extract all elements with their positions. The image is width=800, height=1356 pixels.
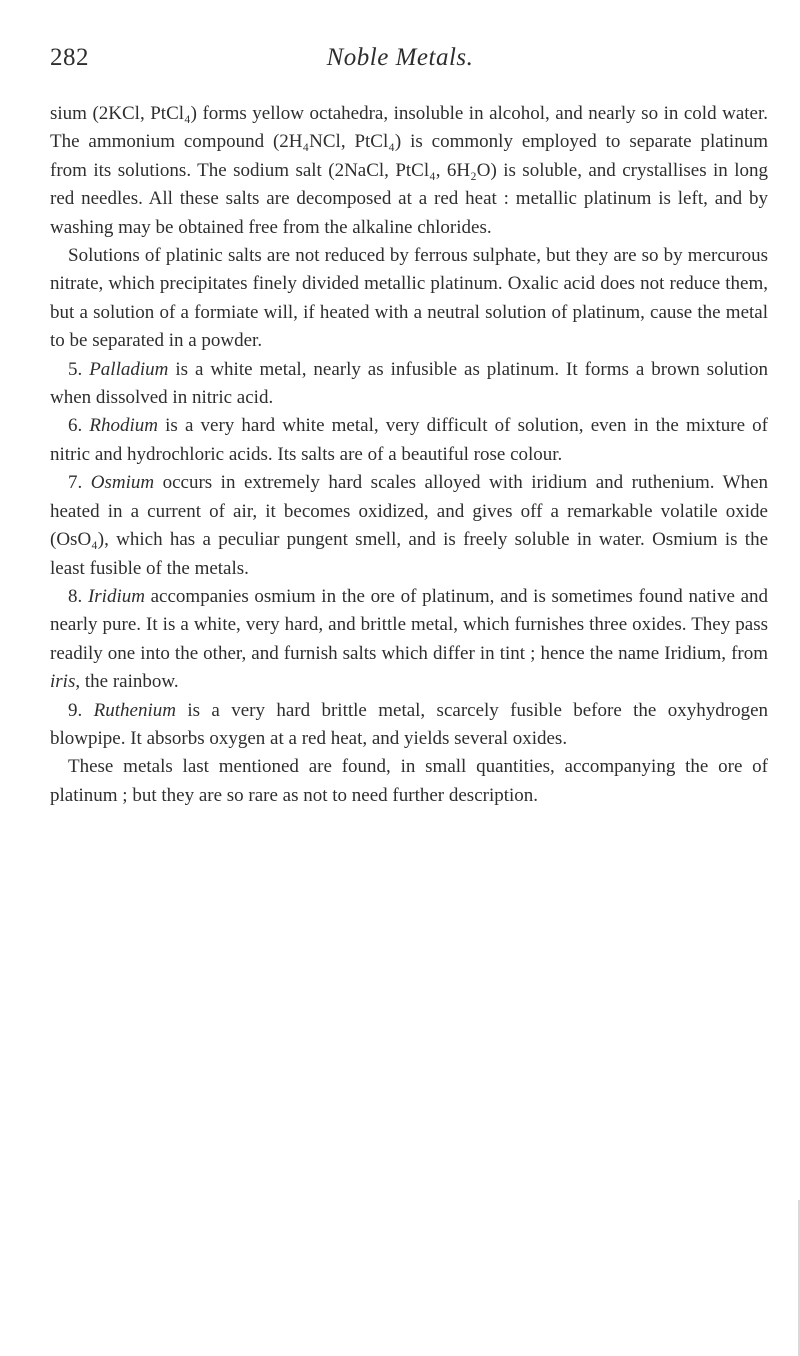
- paragraph-potassium-salts: sium (2KCl, PtCl₄) forms yellow octahedra, insoluble in alcohol, and nearly so in cold water. The ammonium compound (2H₄NCl, PtCl₄) is commonly employed to separate platinum from its solutions. The sodium salt (2NaCl, PtCl₄, 6H₂O) is soluble, and crystallises in long red needles. All these salts are decomposed at a red heat : metallic platinum is left, and by washing may be obtained free from the alkaline chlorides.: [50, 103, 768, 238]
- item-number: 7.: [68, 472, 91, 494]
- paragraph-platinic-reduction: Solutions of platinic salts are not reduced by ferrous sulphate, but they are so by mercurous nitrate, which precipitates finely divided metallic platinum. Oxalic acid does not reduce them, but a solution of a formiate will, if heated with a neutral solution of platinum, cause the metal to be separated in a powder.: [50, 245, 768, 352]
- paragraph-iridium: [50, 583, 768, 697]
- paragraph-text: is a white metal, nearly as infusible as platinum. It forms a brown solution when dissolved in nitric acid.: [50, 358, 768, 409]
- element-name-iridium: Iridium: [87, 585, 145, 607]
- element-name-ruthenium: Ruthenium: [93, 699, 176, 721]
- paragraph-text: is a very hard brittle metal, scarcely fusible before the oxyhydrogen blowpipe. It absorbs oxygen at a red heat, and yields several oxides.: [50, 699, 768, 749]
- paragraph-osmium: [50, 469, 768, 583]
- paragraph-ruthenium: [50, 697, 768, 754]
- paragraph-rhodium: [50, 412, 768, 469]
- paragraph-palladium: [50, 356, 768, 413]
- element-name-osmium: Osmium: [90, 472, 155, 494]
- paragraph-text: occurs in extremely hard scales alloyed with iridium and ruthenium. When heated in a current of air, it becomes oxidized, and gives off a remarkable volatile oxide (OsO₄), which has a peculiar pungent smell, and is freely soluble in water. Osmium is the least fusible of the metals.: [50, 472, 768, 579]
- emphasis-iris: iris: [50, 671, 76, 693]
- paragraph-text: is a very hard white metal, very difficult of solution, even in the mixture of nitric and hydrochloric acids. Its salts are of a beautiful rose colour.: [50, 415, 769, 465]
- element-name-rhodium: Rhodium: [89, 415, 158, 437]
- item-number: 6.: [68, 415, 90, 437]
- body-text: [50, 100, 768, 810]
- item-number: 9.: [68, 699, 94, 721]
- page-header: [50, 44, 750, 78]
- element-name-palladium: Palladium: [89, 358, 169, 380]
- paragraph-closing: These metals last mentioned are found, in small quantities, accompanying the ore of platinum ; but they are so rare as not to need further description.: [50, 756, 768, 806]
- item-number: 8.: [68, 585, 88, 607]
- running-title: Noble Metals.: [326, 44, 474, 71]
- item-number: 5.: [68, 358, 90, 380]
- page-number: 282: [50, 44, 89, 71]
- paragraph-text: , the rainbow.: [75, 671, 179, 693]
- paragraph-text: accompanies osmium in the ore of platinum, and is sometimes found native and nearly pure. It is a white, very hard, and brittle metal, which furnishes three oxides. They pass readily one into the other, and furnish salts which differ in tint ; hence the name Iridium, from: [50, 585, 768, 664]
